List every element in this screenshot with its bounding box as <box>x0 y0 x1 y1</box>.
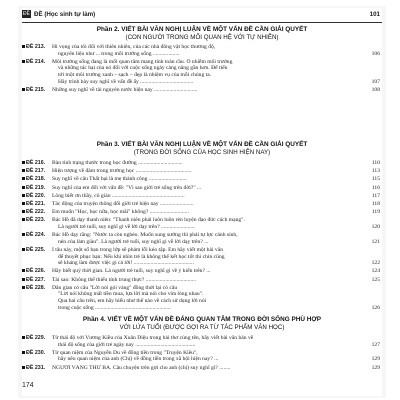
bullet-icon <box>22 194 25 197</box>
entry-page-number: 110 <box>371 160 380 166</box>
entry-label <box>22 176 45 183</box>
entry-page-number: 113 <box>371 168 380 175</box>
entry-label <box>22 168 45 175</box>
entry-label <box>22 209 45 216</box>
entry-number: ĐỀ 220. <box>26 192 46 199</box>
entry-number: ĐỀ 214. <box>26 58 46 65</box>
entry-number: ĐỀ 223. <box>26 217 46 224</box>
entry-text: Hãy trình bày suy nghĩ về vấn đề ấy ...................................... <box>58 78 194 85</box>
entry-page-number: 119 <box>371 209 380 216</box>
entry-text: Bác Hồ dạy rằng: "Nước ta còn nghèo. Muốn sung sướng thì phải tự lực cánh sinh, <box>52 232 238 239</box>
bullet-icon <box>22 60 25 63</box>
entry-label <box>22 277 45 284</box>
bullet-icon <box>22 278 25 281</box>
bullet-icon <box>22 161 25 164</box>
entry-page-number: 129 <box>371 356 380 363</box>
entry-page-number: 117 <box>371 192 380 199</box>
bullet-icon <box>22 336 25 339</box>
entry-label <box>22 185 45 192</box>
entry-text: và những tác hại của nó đối với cuộc sống ngày càng nâng gần hơn. Để tiến <box>58 65 228 72</box>
document-page <box>22 8 382 396</box>
entry-text: trong cuộc sống ...................................................... <box>58 304 171 311</box>
section-subtitle: VỚI LỨA TUỔI (ĐƯỢC GỢI RA TỪ TÁC PHẨM VĂN HỌC) <box>119 323 285 331</box>
entry-text: NGƯỜI VÀNG THỨ BA. Câu chuyện trên gợi cho anh (chị) suy nghĩ gì? ........ <box>52 364 231 371</box>
entry-text: nén của làm giàu". Là người trẻ tuổi, suy nghĩ gi về lời dạy trên? ... <box>58 238 209 245</box>
bullet-icon <box>22 351 25 354</box>
entry-page-number: 126 <box>371 304 380 311</box>
entry-label <box>22 59 45 66</box>
entry-text: Em muốn "Học, học nữa, học mãi" không? ............................ <box>52 209 189 216</box>
bullet-icon <box>22 45 25 48</box>
entry-text: Những suy nghĩ về tài nguyên nước hiện nay ............................... <box>52 86 198 93</box>
bullet-icon <box>22 169 25 172</box>
entry-number: ĐỀ 228. <box>26 284 46 291</box>
entry-label <box>22 232 45 239</box>
entry-text: Môi trường sống đang là mối quan tâm mang tính toàn cầu. Ô nhiễm môi trường <box>52 58 233 65</box>
entry-label <box>22 201 45 208</box>
entry-text: Từ thái độ với Vương Kiều của Xuân Diệu trong bài thơ cùng tên, hãy viết bài văn bàn về <box>52 335 254 341</box>
entry-text: Qua hai câu trên, em hãy hiểu như thế nào về cách sử dụng lời nói <box>58 297 207 304</box>
entry-text: Dân gian có câu "Lời nói gói vàng" đồng thời lại có câu <box>52 284 178 291</box>
entry-label <box>22 87 45 94</box>
bullet-icon <box>22 269 25 272</box>
footer-page-number: 174 <box>22 382 34 389</box>
entry-number: ĐỀ 224. <box>26 232 46 239</box>
entry-text: Từ quan niệm của Nguyễn Du về đồng tiền trong "Truyện Kiều", <box>52 349 198 356</box>
bullet-icon <box>22 286 25 289</box>
entry-text: Hãy biết quý thời gian. Là người trẻ tuổi, suy nghĩ gi về ý kiến trên? ... <box>52 268 211 275</box>
entry-page-number: 115 <box>371 176 380 183</box>
bullet-icon <box>22 210 25 213</box>
header-title: ĐỀ (Học sinh tự làm) <box>34 11 96 18</box>
entry-page-number: 122 <box>371 260 380 267</box>
entry-number: ĐỀ 221. <box>26 201 46 207</box>
entry-label <box>22 350 45 357</box>
entry-text: "Lời nói không mất tiền mua, lựa lời mà nói cho vừa lòng nhau". <box>58 291 204 298</box>
entry-text: sẽ kháng làm được việc gi cả lới! ........................................... <box>58 260 194 267</box>
entry-label <box>22 365 45 372</box>
entry-label <box>22 285 45 292</box>
entry-label <box>22 193 45 200</box>
bullet-icon <box>22 218 25 221</box>
entry-number: ĐỀ 231. <box>26 364 46 371</box>
entry-label <box>22 247 45 254</box>
entry-number: ĐỀ 215. <box>26 86 46 93</box>
entry-label <box>22 160 45 167</box>
entry-text: nguyên liệu như ... trong mỗi trường sống ................... <box>58 50 180 57</box>
bullet-icon <box>22 366 25 369</box>
entry-page-number: 120 <box>371 223 380 230</box>
entry-text: hãy nêu quan niệm của anh (Chị) về đồng tiền trong xã hội hiện nay? ... <box>58 356 219 363</box>
entry-text: Là người trẻ tuổi, suy nghĩ gi về lời dạy trên? ........................ <box>58 223 195 230</box>
entry-page-number: 107 <box>371 78 380 85</box>
entry-label <box>22 44 45 51</box>
entry-page-number: 127 <box>371 341 380 348</box>
bullet-icon <box>22 186 25 189</box>
entry-page-number: 106 <box>371 50 380 57</box>
entry-number: ĐỀ 218. <box>26 176 46 183</box>
bullet-icon <box>22 233 25 236</box>
entry-page-number: 124 <box>371 268 380 275</box>
entry-number: ĐỀ 227. <box>26 276 46 283</box>
entry-number: ĐỀ 225. <box>26 247 46 253</box>
section-subtitle: (CON NGƯỜI TRONG MỐI QUAN HỆ VỚI TỰ NHIÊN) <box>125 33 279 41</box>
entry-text: Suy nghĩ về câu Thất bại là mẹ thành công ........................... <box>52 176 187 183</box>
entry-number: ĐỀ 219. <box>26 184 46 191</box>
entry-label <box>22 268 45 275</box>
entry-number: ĐỀ 226. <box>26 268 46 275</box>
bullet-icon <box>22 202 25 205</box>
entry-page-number: 118 <box>371 201 380 207</box>
entry-page-number: 121 <box>371 238 380 245</box>
entry-page-number: 116 <box>371 184 380 191</box>
entry-text: Tác động của truyện thông đối giới trẻ hiện nay ........................ <box>52 201 194 207</box>
bullet-icon <box>22 177 25 180</box>
entry-label <box>22 335 45 342</box>
section-subtitle: (TRONG ĐỜI SỐNG CỦA HỌC SINH HIỆN NAY) <box>133 148 271 156</box>
entry-text: Hiện tượng về đàm trong trường học ........................................ <box>52 168 192 175</box>
entry-page-number: 129 <box>371 364 380 371</box>
entry-page-number: 108 <box>371 86 380 93</box>
section-title: Phần 4. VIẾT VỀ MỘT VẤN ĐỀ ĐÁNG QUAN TÂM TRONG ĐỜI SỐNG PHÙ HỢP <box>82 316 322 323</box>
running-header <box>22 8 382 23</box>
entry-text: Lòng biết ơn thầy, cô giáo .................................................... <box>52 192 185 199</box>
entry-text: Bàn tình trạng thước trong học đường ................................ <box>52 160 183 166</box>
entry-text: Tài sao: Không thể thiếu tính trung thực? .................................... <box>52 276 197 283</box>
section-2-heading <box>22 26 382 41</box>
entry-number: ĐỀ 217. <box>26 168 46 175</box>
entry-number: ĐỀ 230. <box>26 349 46 356</box>
header-page-number: 101 <box>369 11 380 18</box>
entry-text: thái độ sống của giới trẻ ngày nay ........................................... <box>58 341 196 348</box>
entry-number: ĐỀ 216. <box>26 160 46 166</box>
entry-text: Hi vọng của tôi đối với thiên nhiên, của các nhà đông vật học thương độ, <box>52 44 216 50</box>
entry-label <box>22 217 45 224</box>
entry-text: Bác Hồ đã dạy thanh niên: "Thanh niên phải luôn luôn rèn luyện đạo đức cách mạng". <box>52 217 245 224</box>
entry-text: để thuyết phục bạn: Nếu khi nhìn trẻ là không thể kết học tốt thì chìn cũng <box>58 253 225 260</box>
header-logo: ĐỀ <box>23 11 30 17</box>
entry-page-number: 125 <box>371 276 380 283</box>
section-title: Phần 2. VIẾT BÀI VĂN NGHỊ LUẬN VỀ MỘT VẤN ĐỀ CẦN GIẢI QUYẾT <box>96 26 308 33</box>
section-title: Phần 3. VIẾT BÀI VĂN NGHỊ LUẬN VỀ MỘT VẤN ĐỀ CẦN GIẢI QUYẾT <box>96 141 308 148</box>
bullet-icon <box>22 248 25 251</box>
entry-number: ĐỀ 213. <box>26 44 46 50</box>
entry-text: Í tâu này, một số bạn trong lớp sẽ phảm lỗi kéo tập. Em hãy viết một bài văn <box>52 247 223 253</box>
bullet-icon <box>22 88 25 91</box>
entry-number: ĐỀ 229. <box>26 335 46 341</box>
section-3-heading <box>22 141 382 156</box>
section-4-heading <box>22 316 382 331</box>
entry-text: tới một môi trường xanh – sạch – đẹp là nhiệm vụ của mỗi chúng ta. <box>58 71 212 78</box>
entry-text: Suy nghĩ của em đối với vấn đề: "Vì sao giới trẻ sống trên đời?" ... <box>52 184 202 191</box>
entry-number: ĐỀ 222. <box>26 209 46 216</box>
